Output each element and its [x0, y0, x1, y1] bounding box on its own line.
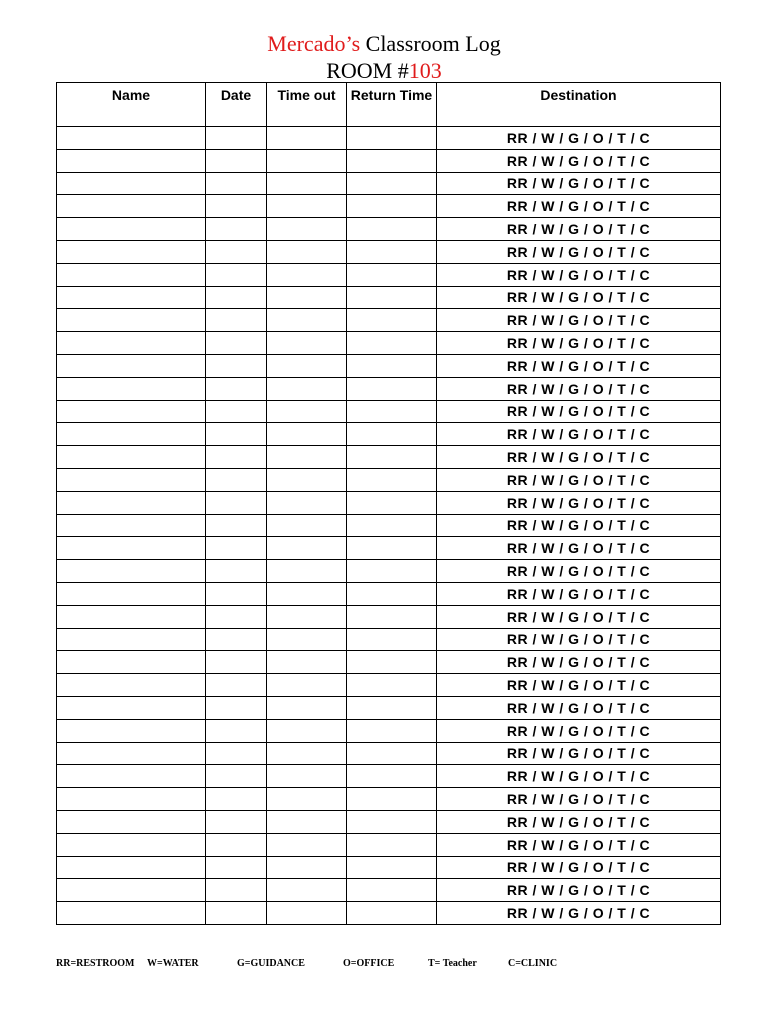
destination-cell[interactable]: RR / W / G / O / T / C	[437, 263, 721, 286]
return-time-cell[interactable]	[347, 149, 437, 172]
date-cell[interactable]	[206, 514, 267, 537]
table-row	[57, 651, 721, 674]
destination-cell[interactable]: RR / W / G / O / T / C	[437, 765, 721, 788]
return-time-cell[interactable]	[347, 514, 437, 537]
time-out-cell[interactable]	[267, 902, 347, 925]
return-time-cell[interactable]	[347, 628, 437, 651]
return-time-cell[interactable]	[347, 810, 437, 833]
table-row	[57, 149, 721, 172]
date-cell[interactable]	[206, 879, 267, 902]
table-row	[57, 719, 721, 742]
destination-cell[interactable]: RR / W / G / O / T / C	[437, 332, 721, 355]
time-out-cell[interactable]	[267, 514, 347, 537]
name-cell[interactable]	[57, 354, 206, 377]
date-cell[interactable]	[206, 240, 267, 263]
table-row	[57, 286, 721, 309]
table-row	[57, 218, 721, 241]
time-out-cell[interactable]	[267, 172, 347, 195]
table-row	[57, 195, 721, 218]
destination-cell[interactable]: RR / W / G / O / T / C	[437, 651, 721, 674]
return-time-cell[interactable]	[347, 856, 437, 879]
date-cell[interactable]	[206, 491, 267, 514]
time-out-cell[interactable]	[267, 810, 347, 833]
destination-cell[interactable]: RR / W / G / O / T / C	[437, 195, 721, 218]
table-body	[57, 127, 721, 925]
destination-cell[interactable]: RR / W / G / O / T / C	[437, 377, 721, 400]
name-cell[interactable]	[57, 423, 206, 446]
destination-cell[interactable]: RR / W / G / O / T / C	[437, 674, 721, 697]
date-cell[interactable]	[206, 354, 267, 377]
name-cell[interactable]	[57, 263, 206, 286]
destination-cell[interactable]: RR / W / G / O / T / C	[437, 879, 721, 902]
name-cell[interactable]	[57, 286, 206, 309]
time-out-cell[interactable]	[267, 674, 347, 697]
name-cell[interactable]	[57, 377, 206, 400]
time-out-cell[interactable]	[267, 127, 347, 150]
return-time-cell[interactable]	[347, 377, 437, 400]
destination-cell[interactable]: RR / W / G / O / T / C	[437, 286, 721, 309]
destination-cell[interactable]: RR / W / G / O / T / C	[437, 560, 721, 583]
date-cell[interactable]	[206, 628, 267, 651]
date-cell[interactable]	[206, 127, 267, 150]
return-time-cell[interactable]	[347, 218, 437, 241]
return-time-cell[interactable]	[347, 240, 437, 263]
return-time-cell[interactable]	[347, 263, 437, 286]
table-row	[57, 902, 721, 925]
time-out-cell[interactable]	[267, 240, 347, 263]
destination-cell[interactable]: RR / W / G / O / T / C	[437, 400, 721, 423]
column-header-time-out: Time out	[267, 83, 347, 127]
return-time-cell[interactable]	[347, 309, 437, 332]
name-cell[interactable]	[57, 651, 206, 674]
table-row	[57, 354, 721, 377]
return-time-cell[interactable]	[347, 879, 437, 902]
date-cell[interactable]	[206, 332, 267, 355]
time-out-cell[interactable]	[267, 742, 347, 765]
table-row	[57, 309, 721, 332]
date-cell[interactable]	[206, 468, 267, 491]
name-cell[interactable]	[57, 537, 206, 560]
table-row	[57, 765, 721, 788]
name-cell[interactable]	[57, 491, 206, 514]
column-header-date: Date	[206, 83, 267, 127]
destination-cell[interactable]: RR / W / G / O / T / C	[437, 309, 721, 332]
return-time-cell[interactable]	[347, 833, 437, 856]
time-out-cell[interactable]	[267, 628, 347, 651]
time-out-cell[interactable]	[267, 788, 347, 811]
table-row	[57, 491, 721, 514]
name-cell[interactable]	[57, 514, 206, 537]
destination-cell[interactable]: RR / W / G / O / T / C	[437, 491, 721, 514]
time-out-cell[interactable]	[267, 354, 347, 377]
destination-cell[interactable]: RR / W / G / O / T / C	[437, 833, 721, 856]
return-time-cell[interactable]	[347, 468, 437, 491]
destination-cell[interactable]: RR / W / G / O / T / C	[437, 127, 721, 150]
destination-cell[interactable]: RR / W / G / O / T / C	[437, 628, 721, 651]
name-cell[interactable]	[57, 127, 206, 150]
time-out-cell[interactable]	[267, 833, 347, 856]
legend-restroom: RR=RESTROOM	[56, 958, 135, 969]
time-out-cell[interactable]	[267, 765, 347, 788]
name-cell[interactable]	[57, 240, 206, 263]
return-time-cell[interactable]	[347, 651, 437, 674]
destination-cell[interactable]: RR / W / G / O / T / C	[437, 810, 721, 833]
name-cell[interactable]	[57, 879, 206, 902]
destination-cell[interactable]: RR / W / G / O / T / C	[437, 354, 721, 377]
room-prefix: ROOM #	[326, 58, 409, 83]
date-cell[interactable]	[206, 560, 267, 583]
name-cell[interactable]	[57, 149, 206, 172]
destination-cell[interactable]: RR / W / G / O / T / C	[437, 514, 721, 537]
table-row	[57, 263, 721, 286]
date-cell[interactable]	[206, 172, 267, 195]
time-out-cell[interactable]	[267, 377, 347, 400]
date-cell[interactable]	[206, 788, 267, 811]
room-line	[0, 58, 768, 84]
time-out-cell[interactable]	[267, 537, 347, 560]
date-cell[interactable]	[206, 651, 267, 674]
name-cell[interactable]	[57, 195, 206, 218]
log-title: Classroom Log	[365, 31, 501, 56]
table-row	[57, 446, 721, 469]
destination-cell[interactable]: RR / W / G / O / T / C	[437, 742, 721, 765]
name-cell[interactable]	[57, 742, 206, 765]
date-cell[interactable]	[206, 902, 267, 925]
table-row	[57, 582, 721, 605]
return-time-cell[interactable]	[347, 902, 437, 925]
table-row	[57, 514, 721, 537]
time-out-cell[interactable]	[267, 446, 347, 469]
legend-office: O=OFFICE	[343, 958, 395, 969]
table-row	[57, 628, 721, 651]
name-cell[interactable]	[57, 833, 206, 856]
return-time-cell[interactable]	[347, 286, 437, 309]
name-cell[interactable]	[57, 332, 206, 355]
time-out-cell[interactable]	[267, 491, 347, 514]
return-time-cell[interactable]	[347, 605, 437, 628]
time-out-cell[interactable]	[267, 286, 347, 309]
legend-clinic: C=CLINIC	[508, 958, 558, 969]
destination-cell[interactable]: RR / W / G / O / T / C	[437, 605, 721, 628]
table-row	[57, 788, 721, 811]
table-row	[57, 674, 721, 697]
table-row	[57, 696, 721, 719]
return-time-cell[interactable]	[347, 446, 437, 469]
table-row	[57, 742, 721, 765]
destination-cell[interactable]: RR / W / G / O / T / C	[437, 788, 721, 811]
column-header-destination: Destination	[437, 83, 721, 127]
room-number: 103	[408, 58, 442, 83]
name-cell[interactable]	[57, 560, 206, 583]
return-time-cell[interactable]	[347, 719, 437, 742]
name-cell[interactable]	[57, 856, 206, 879]
return-time-cell[interactable]	[347, 127, 437, 150]
table-header-row	[57, 83, 721, 127]
destination-cell[interactable]: RR / W / G / O / T / C	[437, 423, 721, 446]
table-row	[57, 332, 721, 355]
return-time-cell[interactable]	[347, 582, 437, 605]
date-cell[interactable]	[206, 400, 267, 423]
destination-cell[interactable]: RR / W / G / O / T / C	[437, 468, 721, 491]
date-cell[interactable]	[206, 195, 267, 218]
destination-cell[interactable]: RR / W / G / O / T / C	[437, 218, 721, 241]
date-cell[interactable]	[206, 149, 267, 172]
classroom-log-table	[56, 82, 721, 925]
legend-guidance: G=GUIDANCE	[237, 958, 305, 969]
table-row	[57, 879, 721, 902]
date-cell[interactable]	[206, 377, 267, 400]
return-time-cell[interactable]	[347, 332, 437, 355]
destination-cell[interactable]: RR / W / G / O / T / C	[437, 719, 721, 742]
name-cell[interactable]	[57, 468, 206, 491]
return-time-cell[interactable]	[347, 354, 437, 377]
return-time-cell[interactable]	[347, 537, 437, 560]
date-cell[interactable]	[206, 537, 267, 560]
time-out-cell[interactable]	[267, 696, 347, 719]
return-time-cell[interactable]	[347, 765, 437, 788]
destination-cell[interactable]: RR / W / G / O / T / C	[437, 696, 721, 719]
table-row	[57, 856, 721, 879]
date-cell[interactable]	[206, 218, 267, 241]
return-time-cell[interactable]	[347, 423, 437, 446]
time-out-cell[interactable]	[267, 560, 347, 583]
return-time-cell[interactable]	[347, 560, 437, 583]
date-cell[interactable]	[206, 765, 267, 788]
destination-cell[interactable]: RR / W / G / O / T / C	[437, 172, 721, 195]
destination-cell[interactable]: RR / W / G / O / T / C	[437, 446, 721, 469]
date-cell[interactable]	[206, 309, 267, 332]
date-cell[interactable]	[206, 674, 267, 697]
time-out-cell[interactable]	[267, 651, 347, 674]
return-time-cell[interactable]	[347, 195, 437, 218]
legend-teacher: T= Teacher	[428, 958, 477, 969]
table-row	[57, 537, 721, 560]
document-title	[0, 31, 768, 57]
column-header-return-time: Return Time	[347, 83, 437, 127]
name-cell[interactable]	[57, 400, 206, 423]
destination-cell[interactable]: RR / W / G / O / T / C	[437, 537, 721, 560]
table-row	[57, 560, 721, 583]
column-header-name: Name	[57, 83, 206, 127]
return-time-cell[interactable]	[347, 491, 437, 514]
destination-cell[interactable]: RR / W / G / O / T / C	[437, 582, 721, 605]
date-cell[interactable]	[206, 423, 267, 446]
return-time-cell[interactable]	[347, 788, 437, 811]
time-out-cell[interactable]	[267, 605, 347, 628]
table-row	[57, 127, 721, 150]
name-cell[interactable]	[57, 788, 206, 811]
destination-cell[interactable]: RR / W / G / O / T / C	[437, 240, 721, 263]
date-cell[interactable]	[206, 742, 267, 765]
name-cell[interactable]	[57, 172, 206, 195]
time-out-cell[interactable]	[267, 423, 347, 446]
time-out-cell[interactable]	[267, 719, 347, 742]
date-cell[interactable]	[206, 856, 267, 879]
return-time-cell[interactable]	[347, 674, 437, 697]
date-cell[interactable]	[206, 833, 267, 856]
name-cell[interactable]	[57, 810, 206, 833]
name-cell[interactable]	[57, 628, 206, 651]
table-row	[57, 377, 721, 400]
date-cell[interactable]	[206, 446, 267, 469]
date-cell[interactable]	[206, 810, 267, 833]
date-cell[interactable]	[206, 582, 267, 605]
owner-name: Mercado’s	[267, 31, 361, 56]
legend-water: W=WATER	[147, 958, 199, 969]
name-cell[interactable]	[57, 696, 206, 719]
table-row	[57, 400, 721, 423]
time-out-cell[interactable]	[267, 332, 347, 355]
name-cell[interactable]	[57, 582, 206, 605]
name-cell[interactable]	[57, 446, 206, 469]
name-cell[interactable]	[57, 902, 206, 925]
table-row	[57, 810, 721, 833]
time-out-cell[interactable]	[267, 582, 347, 605]
name-cell[interactable]	[57, 605, 206, 628]
name-cell[interactable]	[57, 719, 206, 742]
return-time-cell[interactable]	[347, 742, 437, 765]
time-out-cell[interactable]	[267, 400, 347, 423]
name-cell[interactable]	[57, 218, 206, 241]
time-out-cell[interactable]	[267, 195, 347, 218]
destination-cell[interactable]: RR / W / G / O / T / C	[437, 856, 721, 879]
table-row	[57, 468, 721, 491]
time-out-cell[interactable]	[267, 468, 347, 491]
table-row	[57, 605, 721, 628]
date-cell[interactable]	[206, 696, 267, 719]
time-out-cell[interactable]	[267, 309, 347, 332]
name-cell[interactable]	[57, 765, 206, 788]
return-time-cell[interactable]	[347, 400, 437, 423]
return-time-cell[interactable]	[347, 696, 437, 719]
time-out-cell[interactable]	[267, 879, 347, 902]
time-out-cell[interactable]	[267, 856, 347, 879]
date-cell[interactable]	[206, 719, 267, 742]
destination-cell[interactable]: RR / W / G / O / T / C	[437, 149, 721, 172]
table-row	[57, 240, 721, 263]
name-cell[interactable]	[57, 309, 206, 332]
table-row	[57, 833, 721, 856]
name-cell[interactable]	[57, 674, 206, 697]
time-out-cell[interactable]	[267, 149, 347, 172]
table-row	[57, 423, 721, 446]
return-time-cell[interactable]	[347, 172, 437, 195]
date-cell[interactable]	[206, 286, 267, 309]
table-row	[57, 172, 721, 195]
destination-cell[interactable]: RR / W / G / O / T / C	[437, 902, 721, 925]
time-out-cell[interactable]	[267, 218, 347, 241]
date-cell[interactable]	[206, 605, 267, 628]
date-cell[interactable]	[206, 263, 267, 286]
time-out-cell[interactable]	[267, 263, 347, 286]
